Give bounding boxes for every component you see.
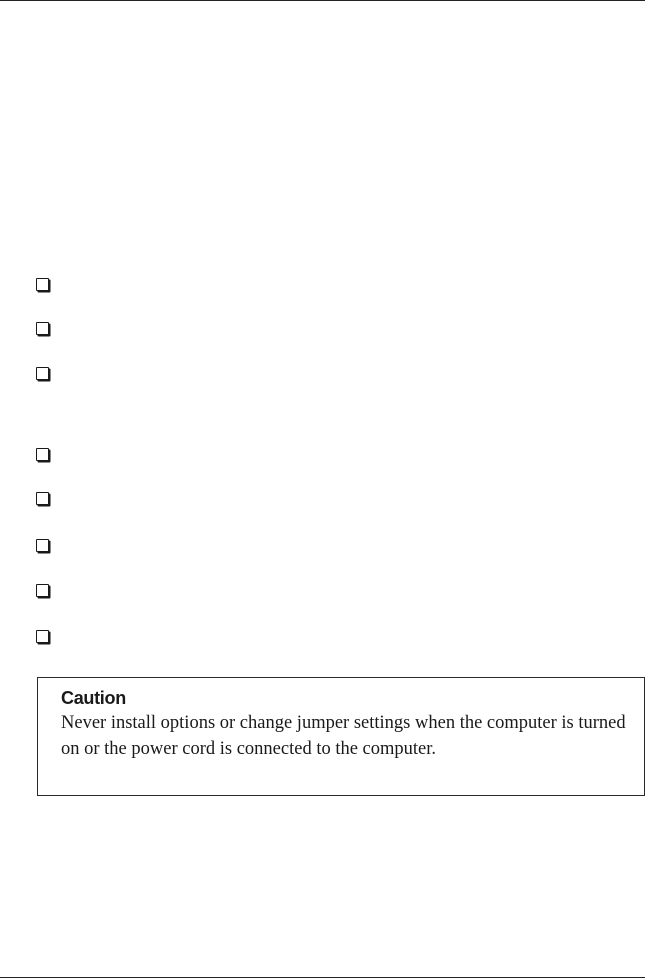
checkbox-icon [36, 630, 49, 643]
caution-box [37, 677, 645, 796]
checkbox-icon [36, 492, 49, 505]
checkbox-icon [36, 539, 49, 552]
checkbox-icon [36, 278, 49, 291]
checkbox-icon [36, 367, 49, 380]
checkbox-icon [36, 448, 49, 461]
caution-text: Never install options or change jumper settings when the computer is turned on or the power cord is connected to the computer. [61, 713, 626, 759]
checklist [36, 0, 616, 660]
checkbox-icon [36, 322, 49, 335]
caution-title: Caution [61, 688, 126, 708]
bottom-rule [0, 977, 645, 978]
checkbox-icon [36, 584, 49, 597]
